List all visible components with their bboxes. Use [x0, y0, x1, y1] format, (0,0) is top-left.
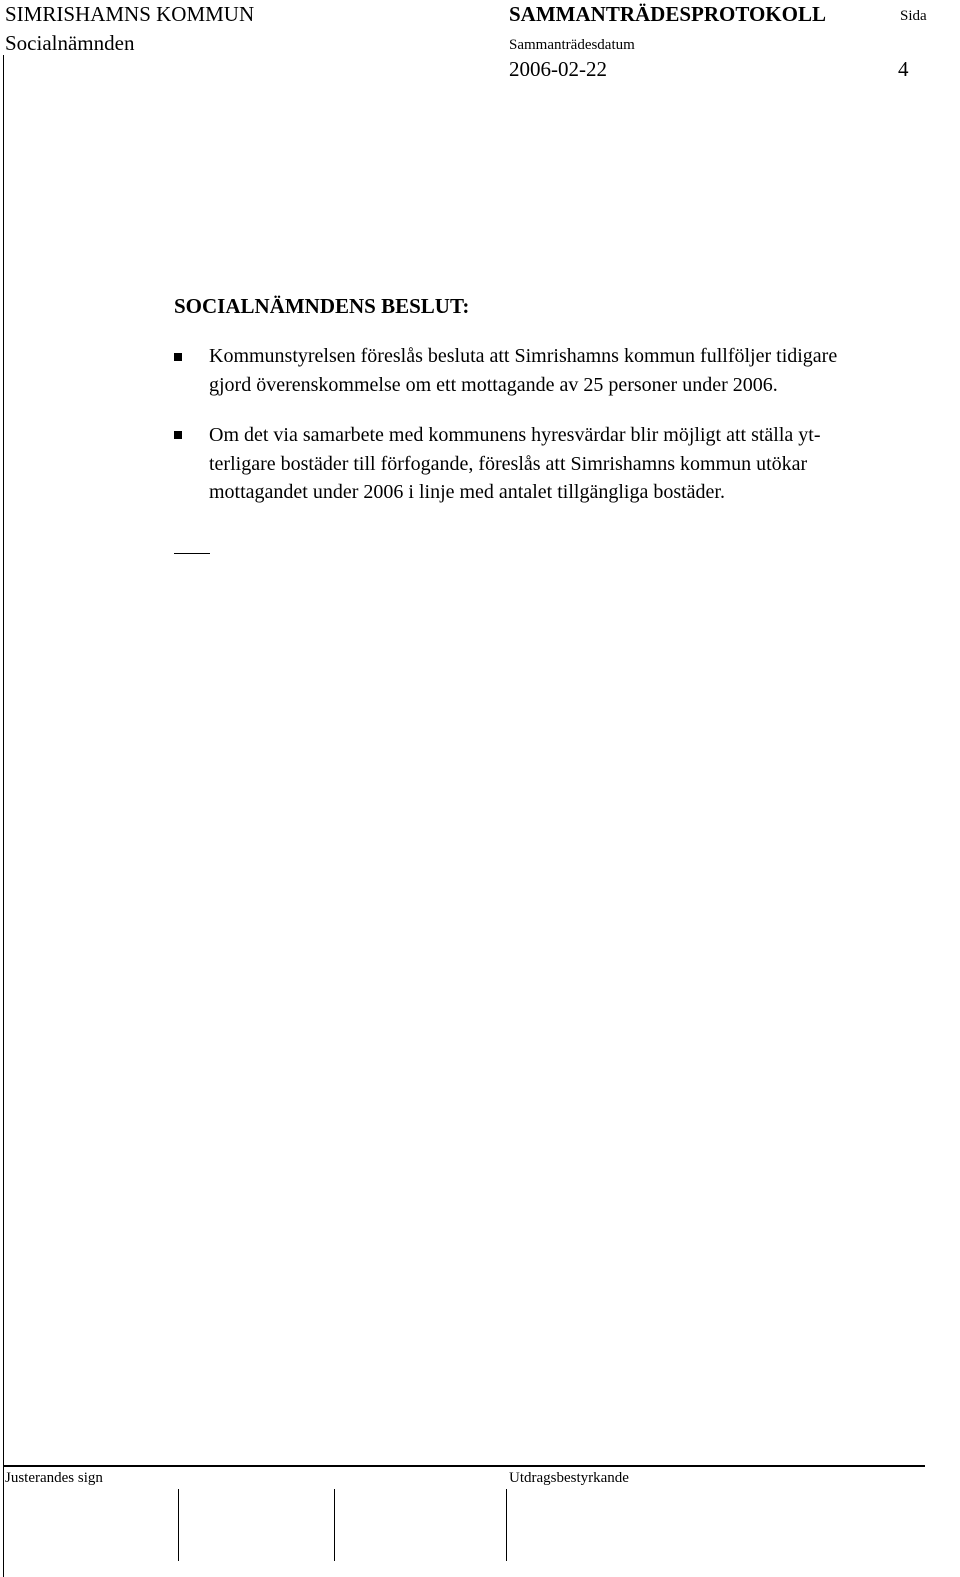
end-mark-line: [174, 553, 210, 554]
date-label: Sammanträdesdatum: [509, 37, 635, 53]
signature-box-divider: [334, 1489, 335, 1561]
committee-name: Socialnämnden: [5, 31, 135, 55]
bullet-2-line-2: terligare bostäder till förfogande, föreslås att Simrishamns kommun utökar: [209, 452, 808, 475]
footer-top-rule: [3, 1465, 925, 1467]
municipality-name: SIMRISHAMNS KOMMUN: [5, 2, 255, 26]
bullet-1-line-2: gjord överenskommelse om ett mottagande av 25 personer under 2006.: [209, 373, 778, 396]
signature-box-divider: [178, 1489, 179, 1561]
bullet-2-text: [209, 421, 821, 507]
bullet-square-icon: [174, 353, 182, 361]
bullet-square-icon: [174, 431, 182, 439]
page-number: 4: [898, 57, 909, 81]
adjuster-signature-label: Justerandes sign: [5, 1470, 103, 1486]
decision-heading: SOCIALNÄMNDENS BESLUT:: [174, 294, 470, 318]
left-margin-rule: [3, 55, 4, 1577]
page-label: Sida: [900, 8, 927, 24]
bullet-1-line-1: Kommunstyrelsen föreslås besluta att Simrishamns kommun fullföljer tidigare: [209, 345, 838, 367]
bullet-2-line-3: mottagandet under 2006 i linje med antalet tillgängliga bostäder.: [209, 481, 725, 503]
bullet-2-line-1: Om det via samarbete med kommunens hyresvärdar blir möjligt att ställa yt-: [209, 424, 821, 446]
meeting-date: 2006-02-22: [509, 57, 607, 81]
bullet-1-text: [209, 342, 837, 399]
extract-certification-label: Utdragsbestyrkande: [509, 1470, 629, 1486]
document-type: SAMMANTRÄDESPROTOKOLL: [509, 2, 826, 26]
signature-box-divider: [506, 1489, 507, 1561]
